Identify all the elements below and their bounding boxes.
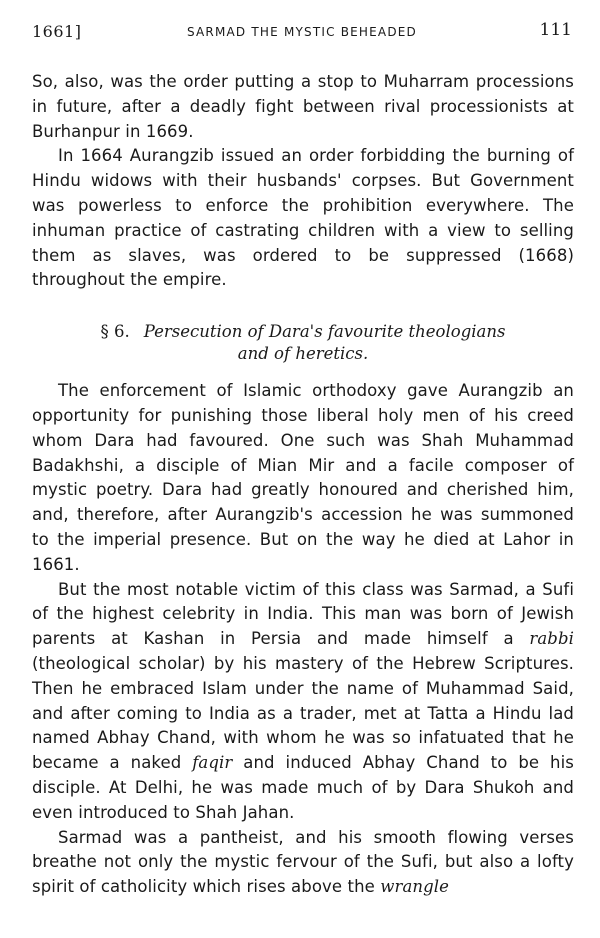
sarmad-text-b: (theological scholar) by his mastery of the Hebrew Scriptures. Then he embraced Islam under the name of Muhammad Said, and after coming to India as a trader, met at Tatta a Hindu lad named Abhay Chand, with whom he was so infatuated that he became a naked xyxy=(32,653,574,773)
section-title-line2: and of heretics. xyxy=(237,344,369,364)
paragraph-pantheist xyxy=(32,826,574,900)
rabbi-term: rabbi xyxy=(529,629,574,649)
header-title: SARMAD THE MYSTIC BEHEADED xyxy=(186,25,417,39)
section-number: § 6. xyxy=(100,322,130,342)
pantheist-text: Sarmad was a pantheist, and his smooth flowing verses breathe not only the mystic fervour of the Sufi, but also a lofty spirit of catholicity which rises above the xyxy=(32,827,574,897)
section-heading xyxy=(32,321,574,365)
running-header xyxy=(32,20,572,46)
section-title-line1: Persecution of Dara's favourite theologians xyxy=(143,322,506,342)
paragraph-badakhshi: The enforcement of Islamic orthodoxy gave Aurangzib an opportunity for punishing those liberal holy men of his creed whom Dara had favoured. One such was Shah Muhammad Badakhshi, a disciple of Mian Mir and a facile composer of mystic poetry. Dara had greatly honoured and cherished him, and, therefore, after Aurangzib's accession he was summoned to the imperial presence. But on the way he died at Lahor in 1661. xyxy=(32,381,574,574)
paragraph-widows: In 1664 Aurangzib issued an order forbidding the burning of Hindu widows with their husbands' corpses. But Government was powerless to enforce the prohibition everywhere. The inhuman practice of castrating children with a view to selling them as slaves, was ordered to be suppressed (1668) throughout the empire. xyxy=(32,146,574,290)
sarmad-text-a: But the most notable victim of this class was Sarmad, a Sufi of the highest celebrity in India. This man was born of Jewish parents at Kashan in Persia and made himself a xyxy=(32,579,574,649)
page-body xyxy=(32,70,574,900)
header-year: 1661] xyxy=(32,22,82,41)
page-number: 111 xyxy=(539,20,572,40)
paragraph-sarmad xyxy=(32,578,574,826)
faqir-term: faqir xyxy=(192,753,233,773)
paragraph-muharram: So, also, was the order putting a stop to Muharram processions in future, after a deadly fight between rival processionists at Burhanpur in 1669. xyxy=(32,72,574,141)
wrangle-term: wrangle xyxy=(380,877,450,897)
sarmad-text-c: and induced Abhay Chand to be his disciple. At Delhi, he was made much of by Dara Shukoh and even introduced to Shah Jahan. xyxy=(32,753,574,822)
